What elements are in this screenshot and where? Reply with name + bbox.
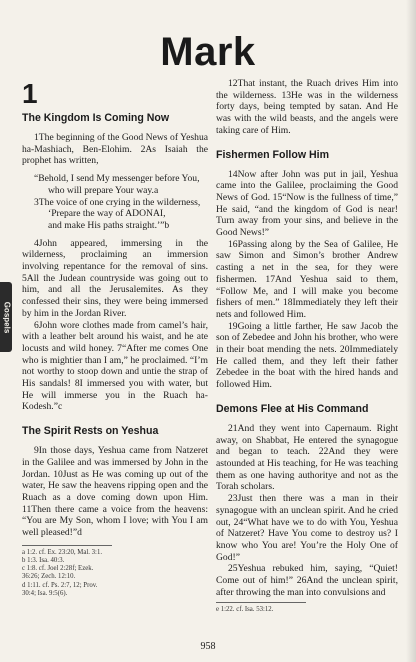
verse-paragraph: 4John appeared, immersing in the wilderness, proclaiming an immersion involving repentance for the removal of sins. 5All the Judean countryside was going out to him, and all the Jerusalemites. As they confessed their sins, they were being immersed by him in the Jordan River. (22, 237, 208, 319)
verse-paragraph: 9In those days, Yeshua came from Natzeret in the Galilee and was immersed by John in the Jordan. 10Just as He was coming up out of the water, He saw the heavens ripping open and the Ruach as a dove coming down upon Him. 11Then there came a voice from the heavens: “You are My Son, whom I love; with You I am well pleased!”d (22, 445, 208, 539)
page-number: 958 (200, 641, 216, 652)
footnote: a 1:2. cf. Ex. 23:20, Mal. 3:1. (22, 548, 103, 556)
left-footnotes (22, 545, 112, 598)
verse-paragraph: 25Yeshua rebuked him, saying, “Quiet! Come out of him!” 26And the unclean spirit, after throwing the man into convulsions and (216, 563, 398, 598)
verse-paragraph: 16Passing along by the Sea of Galilee, He saw Simon and Simon’s brother Andrew casting a net in the sea, for they were fishermen. 17And Yeshua said to them, “Follow Me, and I will make you become fishers of men.” 18Immediately they left their nets and followed Him. (216, 238, 398, 320)
footnote: c 1:8. cf. Joel 2:28f; Ezek. 36:26; Zech. 12:10. (22, 565, 94, 581)
verse-paragraph: 19Going a little farther, He saw Jacob the son of Zebedee and John his brother, who were in their boat mending the nets. 20Immediately He called them, and they left their father Zebedee in the boat with the hired hands and followed Him. (216, 320, 398, 391)
footnote: d 1:11. cf. Ps. 2:7, 12; Prov. 30:4; Isa. 9:5(6). (22, 581, 98, 597)
book-title: Mark (160, 30, 256, 74)
section-heading-kingdom: The Kingdom Is Coming Now (22, 112, 170, 124)
page-binding-shadow (406, 0, 416, 662)
verse-paragraph: 1The beginning of the Good News of Yeshua ha-Mashiach, Ben-Elohim. 2As Isaiah the prophet has written, (22, 132, 208, 167)
section-heading-demons: Demons Flee at His Command (216, 402, 369, 415)
poem-line: who will prepare Your way.a (48, 184, 159, 196)
section-heading-spirit: The Spirit Rests on Yeshua (22, 425, 159, 438)
footnote: b 1:3. Isa. 40:3. (22, 557, 65, 564)
poem-line: ‘Prepare the way of ADONAI, (48, 208, 166, 220)
verse-paragraph: 14Now after John was put in jail, Yeshua came into the Galilee, proclaiming the Good News of God. 15“Now is the fullness of time,” He said, “and the kingdom of God is near! Turn away from your sins, and believe in the Good News!” (216, 168, 398, 239)
verse-paragraph: 23Just then there was a man in their synagogue with an unclean spirit. And he cried out, 24“What have we to do with You, Yeshua of Natzeret? Have You come to destroy us? I know who You are! You’re the Holy One of God!” (216, 493, 398, 563)
right-column (216, 78, 398, 615)
section-tab-text: Gospels (2, 301, 12, 333)
footnote: e 1:22. cf. Isa. 53:12. (216, 606, 274, 614)
quotation-poem (34, 173, 208, 232)
left-column (22, 78, 208, 598)
poem-line: and make His paths straight.’”b (48, 219, 170, 231)
verse-paragraph: 12That instant, the Ruach drives Him into the wilderness. 13He was in the wilderness forty days, being tempted by satan. And He was with the wild beasts, and the angels were taking care of Him. (216, 78, 398, 136)
right-footnotes (216, 602, 306, 614)
verse-paragraph: 21And they went into Capernaum. Right away, on Shabbat, He entered the synagogue and began to teach. 22And they were astounded at His teaching, for He was teaching them as one having authoritye and not as the Torah scholars. (216, 422, 398, 493)
verse-paragraph: 6John wore clothes made from camel’s hair, with a leather belt around his waist, and he ate locusts and wild honey. 7“After me comes One who is mightier than I am,” he proclaimed. “I’m not worthy to stoop down and untie the strap of His sandals! 8I immersed you with water, but He will immerse you in the Ruach ha-Kodesh.”c (22, 319, 208, 413)
chapter-number: 1 (22, 78, 38, 109)
section-heading-fishermen: Fishermen Follow Him (216, 148, 330, 161)
poem-line: “Behold, I send My messenger before You, (34, 173, 200, 185)
section-tab-label (1, 282, 13, 352)
poem-line: 3The voice of one crying in the wilderness, (34, 196, 201, 208)
